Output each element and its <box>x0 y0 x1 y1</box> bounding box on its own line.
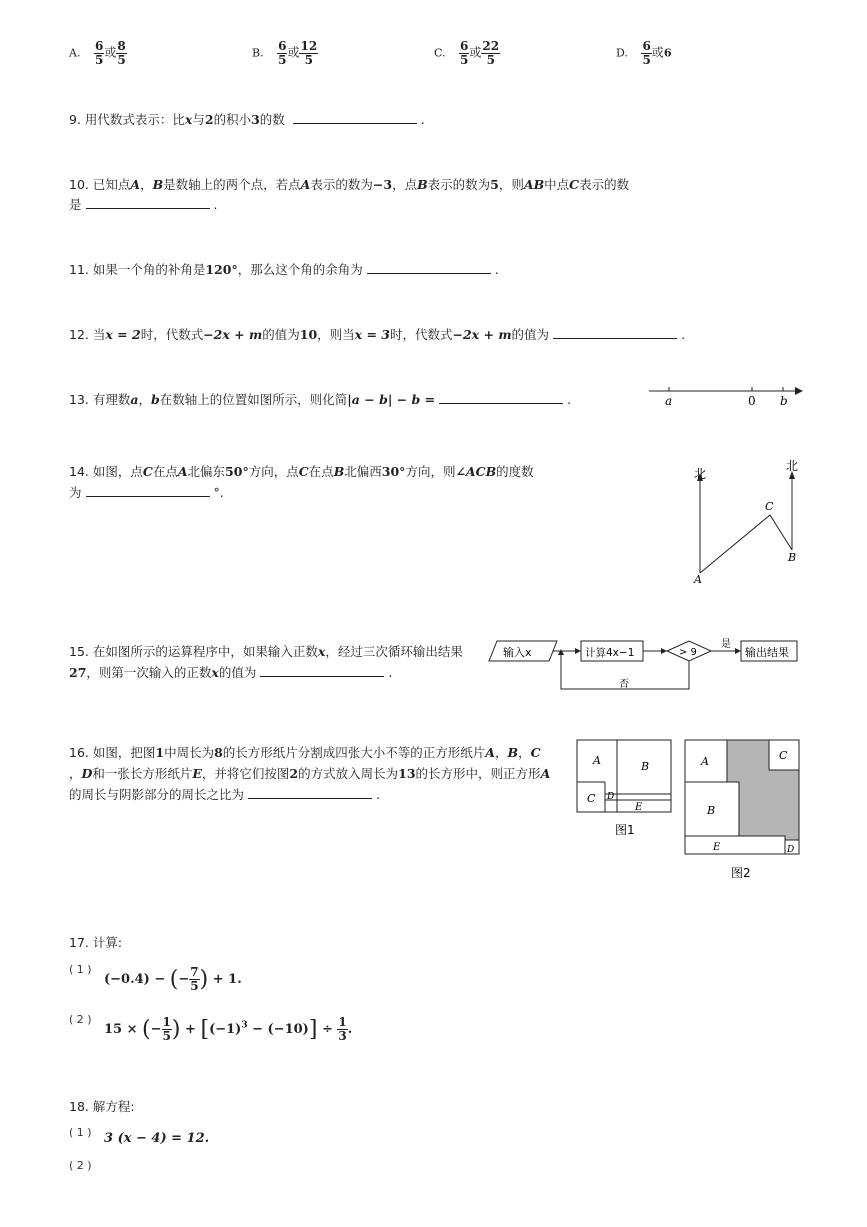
question-11: 11. 如果一个角的补角是120°，那么这个角的余角为 . <box>69 262 499 277</box>
answer-blank-13[interactable] <box>439 391 563 404</box>
svg-text:E: E <box>635 802 643 813</box>
flow-input-label: 输入x <box>503 646 532 659</box>
q17-part-2-expr: 15 × (− $\frac{1}{5}$ ) + $[(-1)^3 - (-10)]$ ÷ $\frac{1}{3}$ . <box>104 1015 353 1043</box>
svg-text:D: D <box>787 845 795 855</box>
flow-no-label: 否 <box>619 679 629 690</box>
question-18-title: 18. 解方程: <box>69 1099 135 1114</box>
answer-blank-16[interactable] <box>248 786 372 799</box>
answer-blank-15[interactable] <box>260 664 384 677</box>
figure-2-caption: 图2 <box>731 866 751 880</box>
svg-text:C: C <box>587 792 596 805</box>
flow-calc-label: 计算4x−1 <box>585 647 635 659</box>
question-16: 16. 如图，把图1中周长为8的长方形纸片分割成四张大小不等的正方形纸片A，B，C ，D和一张长方形纸片E，并将它们按图2的方式放入周长为13的长方形中，则正方形A 的周长与阴影部分的周长之比为 . <box>69 745 551 802</box>
q18-part-2-label: ( 2 ) <box>69 1159 92 1172</box>
question-15: 15. 在如图所示的运算程序中，如果输入正数x，经过三次循环输出结果 27，则第一次输入的正数x的值为 . <box>69 644 463 680</box>
flow-yes-label: 是 <box>721 639 731 650</box>
q17-part-1-expr: (−0.4) − (− $\frac{7}{5}$ ) + 1. <box>104 965 242 993</box>
axis-label-b: b <box>780 394 788 408</box>
q18-part-1-label: ( 1 ) <box>69 1126 92 1139</box>
figure-1 <box>575 738 675 838</box>
answer-blank-14[interactable] <box>86 484 210 497</box>
option-d: D. $\frac{6}{5}$ 或6 <box>616 39 672 67</box>
q17-part-1-label: ( 1 ) <box>69 963 92 976</box>
figure-2 <box>683 738 803 883</box>
point-a-label: A <box>694 573 702 586</box>
svg-text:A: A <box>593 754 601 767</box>
answer-blank-12[interactable] <box>553 326 677 339</box>
flow-output-label: 输出结果 <box>745 646 789 659</box>
option-a: A. $\frac{6}{5}$ 或 $\frac{8}{5}$ <box>69 39 126 67</box>
q17-part-2-label: ( 2 ) <box>69 1013 92 1026</box>
question-12: 12. 当x = 2时，代数式−2x + m的值为10，则当x = 3时，代数式−2x + m的值为 . <box>69 327 686 342</box>
answer-blank-9[interactable] <box>293 111 417 124</box>
north-label-a: 北 <box>694 467 707 481</box>
svg-text:A: A <box>701 755 709 768</box>
figure-1-caption: 图1 <box>615 823 635 837</box>
north-label-b: 北 <box>786 459 799 473</box>
option-b: B. $\frac{6}{5}$ 或 $\frac{12}{5}$ <box>252 39 318 67</box>
svg-text:D: D <box>607 792 615 802</box>
question-14: 14. 如图，点C在点A北偏东50°方向，点C在点B北偏西30°方向，则∠ACB的度数 为 °. <box>69 464 534 500</box>
question-10: 10. 已知点A，B是数轴上的两个点，若点A表示的数为−3，点B表示的数为5，则AB中点C表示的数 是 . <box>69 177 630 212</box>
flow-condition-label: > 9 <box>679 647 697 658</box>
q18-part-1-expr: 3 (x − 4) = 12. <box>104 1131 210 1146</box>
svg-text:B: B <box>641 760 650 773</box>
svg-text:C: C <box>779 749 788 762</box>
svg-text:B: B <box>707 804 716 817</box>
axis-label-a: a <box>665 394 673 408</box>
answer-blank-11[interactable] <box>367 261 491 274</box>
answer-blank-10[interactable] <box>86 196 210 209</box>
svg-text:E: E <box>713 842 721 853</box>
axis-label-zero: 0 <box>748 394 756 408</box>
option-c: C. $\frac{6}{5}$ 或 $\frac{22}{5}$ <box>434 39 500 67</box>
point-c-label: C <box>765 500 774 513</box>
point-b-label: B <box>788 551 797 564</box>
question-13: 13. 有理数a，b在数轴上的位置如图所示，则化简|a − b| − b = . <box>69 392 572 407</box>
flowchart-figure <box>485 635 805 693</box>
bearing-figure <box>680 455 805 590</box>
question-9: 9. 用代数式表示：比x与2的积小3的数 . <box>69 112 425 127</box>
question-17-title: 17. 计算: <box>69 935 123 950</box>
number-line-figure <box>645 380 805 410</box>
